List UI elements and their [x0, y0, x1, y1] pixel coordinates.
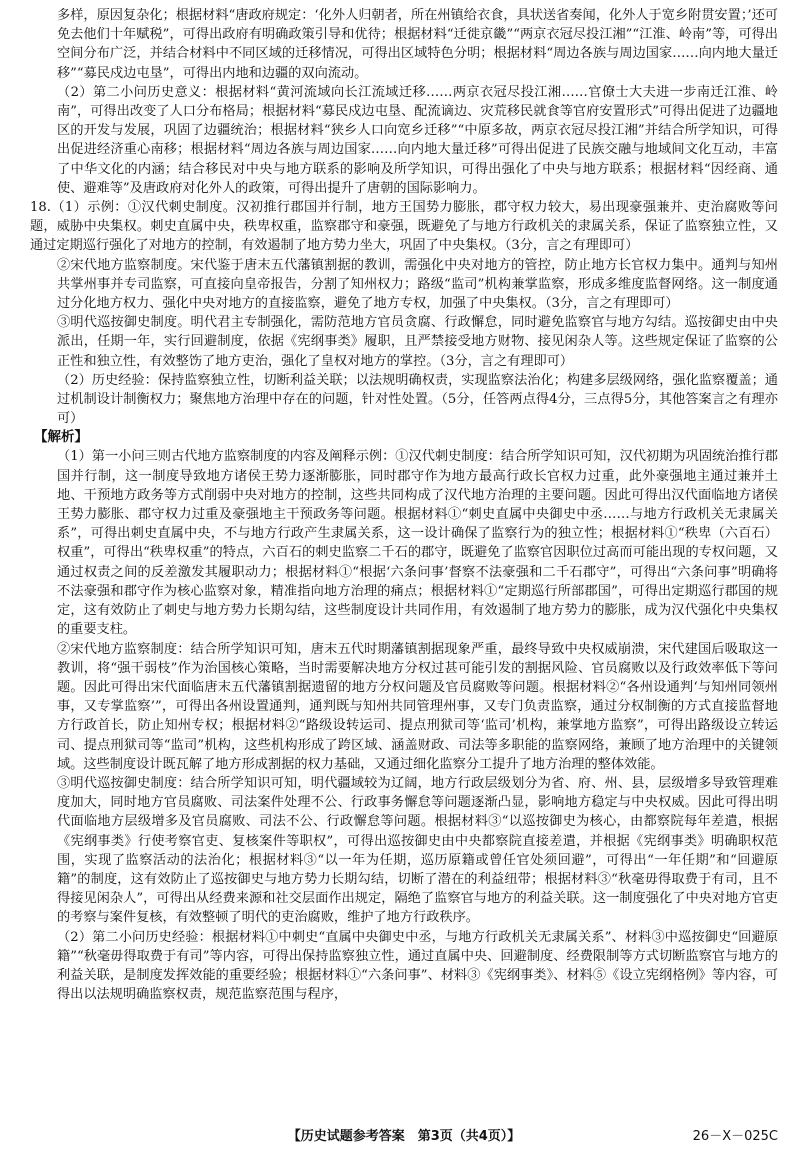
answer-page-body [30, 6, 778, 1004]
paragraph-q18-experience: （2）历史经验：保持监察独立性，切断利益关联；以法规明确权责，实现监察法治化；构建多层级网络，强化监察覆盖；通过机制设计制衡权力；聚焦地方治理中存在的问题，针对性处置。（5分，任答两点得4分，三点得5分，其他答案言之有理亦可） [57, 372, 778, 427]
page-footer [30, 1128, 778, 1146]
paragraph-migration-features: 多样，原因复杂化；根据材料“唐政府规定：‘化外人归朝者，所在州镇给衣食，具状送省奏闻，化外人于宽乡附贯安置；’还可免去他们十年赋税”，可得出政府有明确政策引导和优待；根据材料“迁徙京畿”“两京衣冠尽投江湘”“江淮、岭南”等，可得出空间分布广泛，并结合材料中不同区域的迁移情况，可得出区域特色分明；根据材料“周边各族与周边国家……向内地大量迁移”“募民戍边屯垦”，可得出内地和边疆的双向流动。 [57, 8, 778, 81]
footer-title: 【历史试题参考答案 第3页（共4页）】 [287, 1129, 521, 1144]
paragraph-analysis-ming: ③明代巡按御史制度：结合所学知识可知，明代疆域较为辽阔，地方行政层级划分为省、府、州、县，层级增多导致管理难度加大，同时地方官员腐败、司法案件处理不公、行政事务懈怠等问题逐渐凸显，影响地方稳定与中央权威。因此可得出明代面临地方层级增多及官员腐败、司法不公、行政懈怠等问题。根据材料③“以巡按御史为核心，由都察院每年差遣，根据《宪纲事类》行使考察官吏、复核案件等职权”，可得出巡按御史由中央都察院直接差遣，并根据《宪纲事类》明确职权范围，实现了监察活动的法治化；根据材料③“以一年为任期，巡历原籍或曾任官处须回避”，可得出“一年任期”和“回避原籍”的制度，这有效防止了巡按御史与地方势力长期勾结，切断了潜在的利益纽带；根据材料③“秋毫毋得取费于有司，且不得接见闲杂人”，可得出从经费来源和社交层面作出规定，隔绝了监察官与地方的利益关联。这一制度强化了中央对地方官吏的考察与案件复核，有效整顿了明代的吏治腐败，维护了地方行政秩序。 [57, 775, 778, 926]
footer-code: 26－X－025C [692, 1129, 778, 1144]
paragraph-q18-song-supervision: ②宋代地方监察制度。宋代鉴于唐末五代藩镇割据的教训，需强化中央对地方的管控，防止地方长官权力集中。通判与知州共掌州事并专司监察，可直接向皇帝报告，分割了知州权力；路级“监司”机构兼掌监察，形成多维度监督网络。这一制度通过分化地方权力、强化中央对地方的直接监察，避免了地方专权，加强了中央集权。（3分，言之有理即可） [57, 257, 778, 312]
paragraph-migration-significance: （2）第二小问历史意义：根据材料“黄河流域向长江流域迁移……两京衣冠尽投江湘……官僚士大夫进一步南迁江淮、岭南”，可得出改变了人口分布格局；根据材料“募民戍边屯垦、配流谪边、灾荒移民就食等官府安置形式”可得出促进了边疆地区的开发与发展，巩固了边疆统治；根据材料“狭乡人口向宽乡迁移”“中原多故，两京衣冠尽投江湘”并结合所学知识，可得出促进经济重心南移；根据材料“周边各族与周边国家……向内地大量迁移”可得出促进了民族交融与地域间文化互动，丰富了中华文化的内涵；结合移民对中央与地方联系的影响及所学知识，可得出强化了中央与地方联系；根据材料“因经商、通使、避难等”及唐政府对化外人的政策，可得出提升了唐朝的国际影响力。 [57, 84, 778, 196]
analysis-heading: 【解析】 [34, 429, 88, 446]
paragraph-analysis-han: （1）第一小问三则古代地方监察制度的内容及阐释示例：①汉代刺史制度：结合所学知识可知，汉代初期为巩固统治推行郡国并行制，这一制度导致地方诸侯王势力逐渐膨胀，同时郡守作为地方最高行政长官权力过重，此外豪强地主通过兼并土地、干预地方政务等方式削弱中央对地方的控制，这些共同构成了汉代地方治理的主要问题。因此可得出汉代面临地方诸侯王势力膨胀、郡守权力过重及豪强地主干预政务等问题。根据材料①“刺史直属中央御史中丞……与地方行政机关无隶属关系”，可得出刺史直属中央，不与地方行政产生隶属关系，这一设计确保了监察行为的独立性；根据材料①“秩卑（六百石）权重”，可得出“秩卑权重”的特点，六百石的刺史监察二千石的郡守，既避免了监察官因职位过高而可能出现的专权问题，又通过权责之间的反差激发其履职动力；根据材料①“根据‘六条问事’督察不法豪强和二千石郡守”，可得出“六条问事”明确将不法豪强和郡守作为核心监察对象，精准指向地方治理的痛点；根据材料①“定期巡行所部郡国”，可得出定期巡行郡国的规定，这有效防止了刺史与地方势力长期勾结，这些制度设计共同作用，有效遏制了地方势力的膨胀，成为汉代强化中央集权的重要支柱。 [57, 449, 778, 638]
paragraph-analysis-experience: （2）第二小问历史经验：根据材料①中刺史“直属中央御史中丞，与地方行政机关无隶属关系”、材料③中巡按御史“回避原籍”“秋毫毋得取费于有司”等内容，可得出保持监察独立性，通过直属中央、回避制度、经费限制等方式切断监察官与地方的利益关联，是制度发挥效能的重要经验；根据材料①“六条问事”、材料③《宪纲事类》、材料⑤《设立宪纲格例》等内容，可得出以法规明确监察权责，规范监察范围与程序， [57, 929, 778, 1003]
paragraph-q18-ming-inspector: ③明代巡按御史制度。明代君主专制强化，需防范地方官员贪腐、行政懈怠，同时避免监察官与地方勾结。巡按御史由中央派出，任期一年，实行回避制度，依据《宪纲事类》履职，且严禁接受地方财物、接见闲杂人等。这些规定保证了监察的公正性和独立性，有效整饬了地方吏治，强化了皇权对地方的掌控。（3分，言之有理即可） [57, 315, 778, 369]
paragraph-q18-han-censor: 18.（1）示例：①汉代刺史制度。汉初推行郡国并行制，地方王国势力膨胀，郡守权力较大，易出现豪强兼并、吏治腐败等问题，威胁中央集权。刺史直属中央，秩卑权重，监察郡守和豪强，既避免了与地方行政机关的隶属关系，保证了监察独立性，又通过定期巡行强化了对地方的控制，有效遏制了地方势力坐大，巩固了中央集权。（3分，言之有理即可） [30, 200, 778, 254]
paragraph-analysis-song: ②宋代地方监察制度：结合所学知识可知，唐末五代时期藩镇割据现象严重，最终导致中央权威崩溃，宋代建国后吸取这一教训，将“强干弱枝”作为治国核心策略，当时需要解决地方分权过甚可能引发的割据风险、官员腐败以及行政效率低下等问题。因此可得出宋代面临唐末五代藩镇割据遗留的地方分权问题及官员腐败等问题。根据材料②“各州设通判‘与知州同领州事，又专掌监察’”，可得出各州设置通判，通判既与知州共同管理州事，又专门负责监察，通过分权制衡的方式直接监督地方行政首长，防止知州专权；根据材料②“路级设转运司、提点刑狱司等‘监司’机构，兼掌地方监察”，可得出路级设立转运司、提点刑狱司等“监司”机构，这些机构形成了跨区域、涵盖财政、司法等多职能的监察网络，兼顾了地方治理中的关键领域。这些制度设计既瓦解了地方形成割据的权力基础，又通过细化监察分工提升了地方治理的整体效能。 [57, 641, 778, 772]
